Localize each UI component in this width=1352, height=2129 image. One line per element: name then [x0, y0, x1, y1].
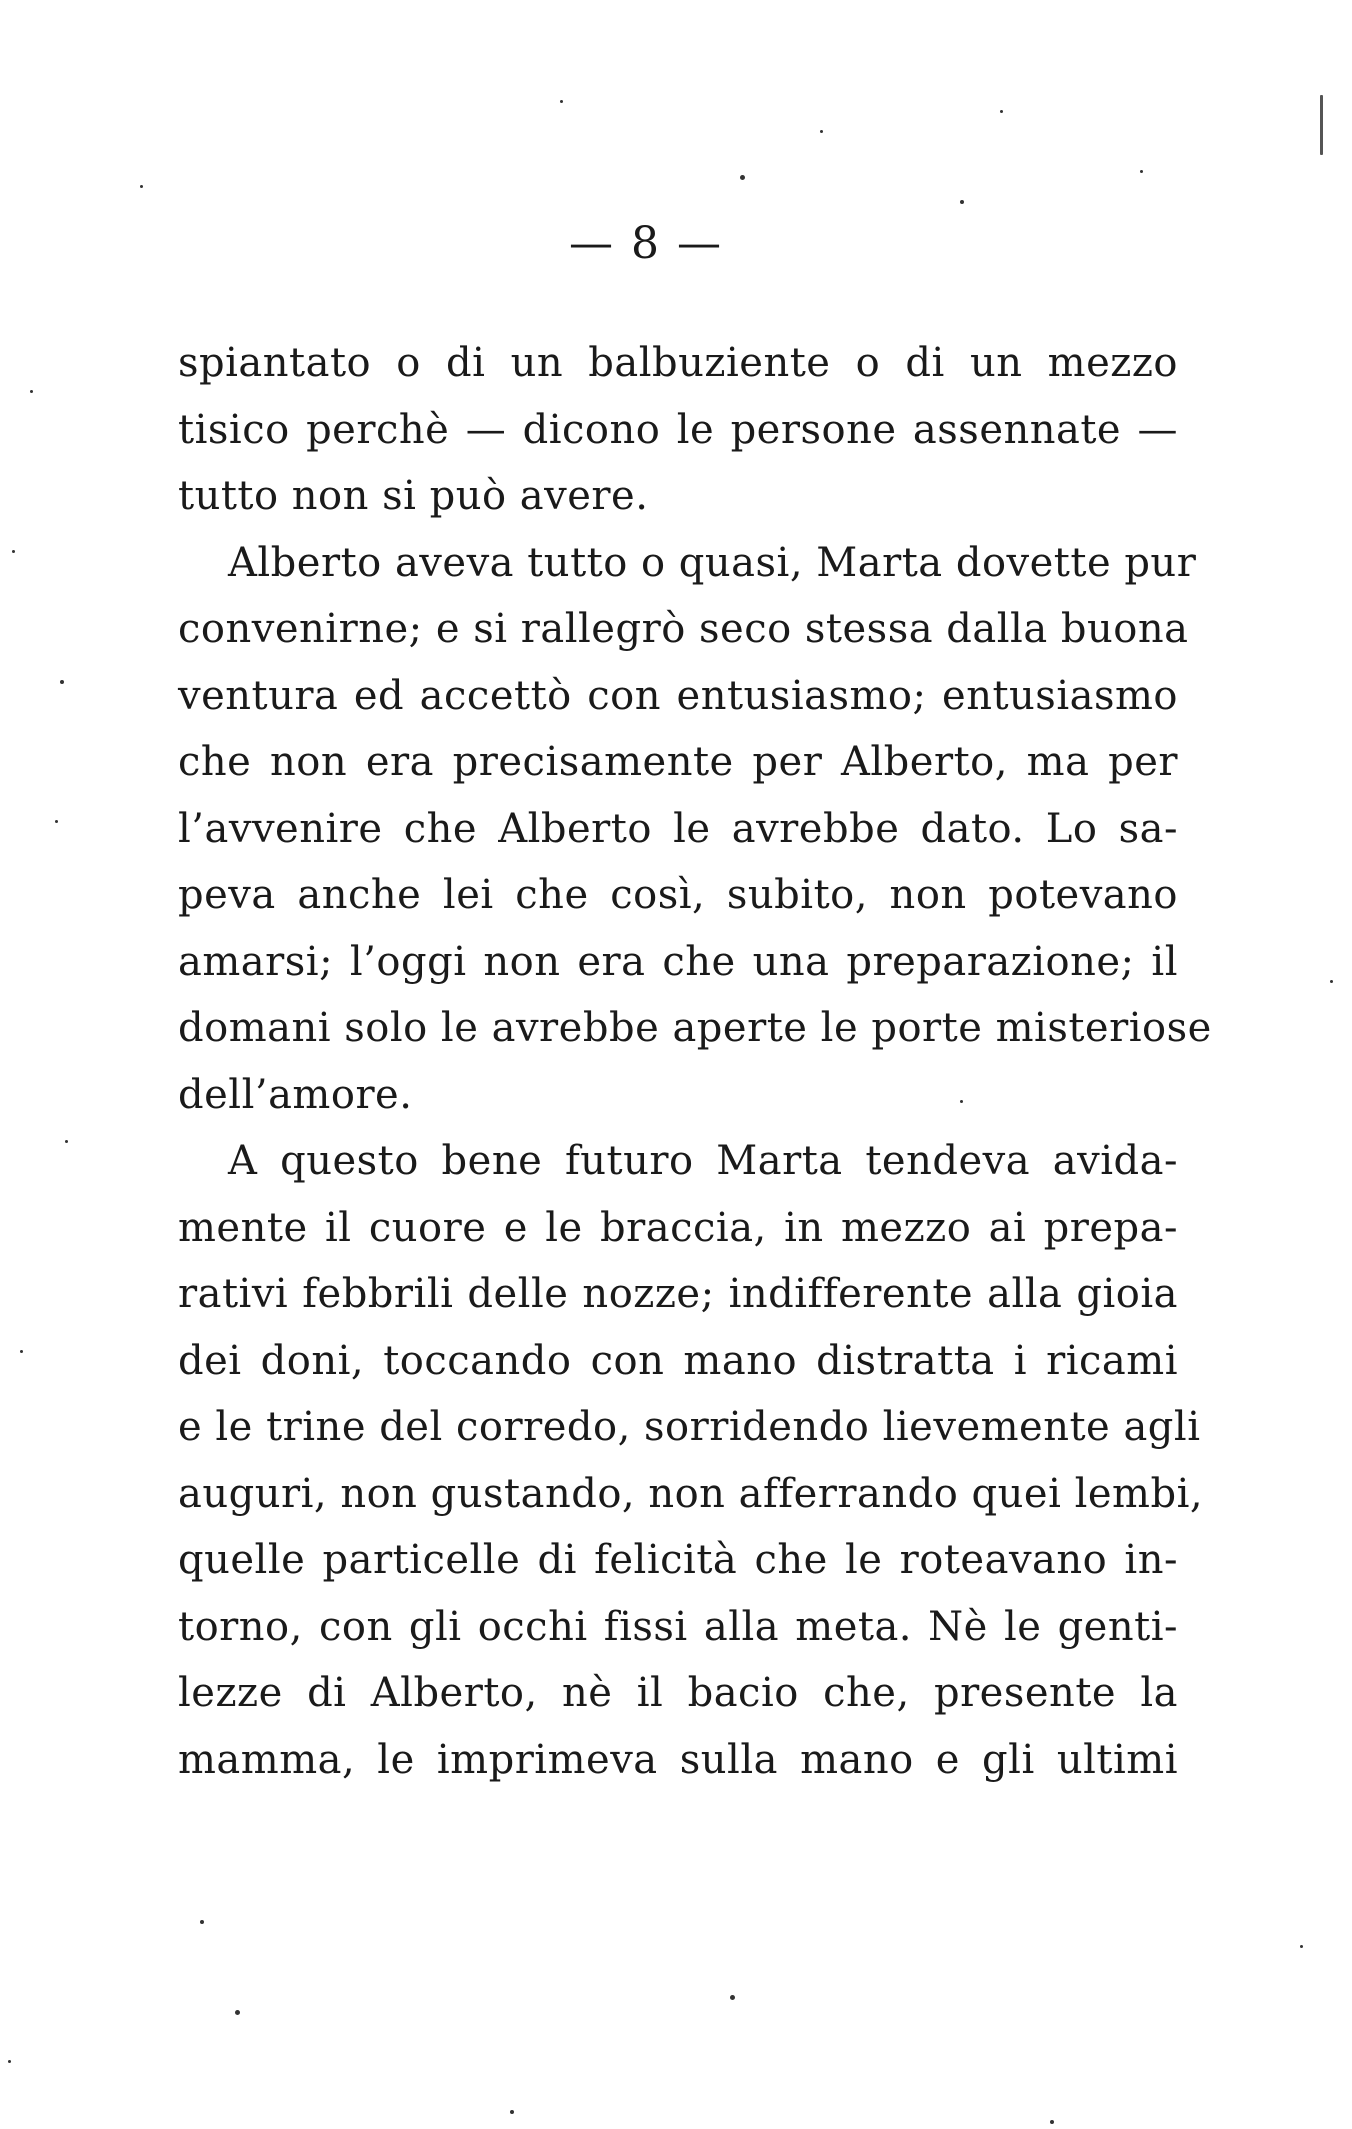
scan-speck — [820, 130, 823, 133]
text-line: rativi febbrili delle nozze; indifferente alla gioia — [178, 1271, 1178, 1317]
scan-speck — [1320, 95, 1323, 155]
scan-speck — [140, 185, 143, 188]
scan-speck — [30, 390, 33, 393]
text-line: amarsi; l’oggi non era che una preparazione; il — [178, 938, 1178, 985]
text-line: mamma, le imprimeva sulla mano e gli ultimi — [178, 1736, 1178, 1783]
scan-speck — [60, 680, 64, 684]
text-line: auguri, non gustando, non afferrando quei lembi, — [178, 1470, 1204, 1517]
text-line: lezze di Alberto, nè il bacio che, presente la — [178, 1670, 1178, 1716]
scan-speck — [1330, 980, 1333, 983]
scan-speck — [55, 820, 58, 823]
text-line: dei doni, toccando con mano distratta i ricami — [178, 1337, 1178, 1384]
text-line: domani solo le avrebbe aperte le porte misteriose — [178, 1005, 1212, 1051]
scan-speck — [1000, 110, 1003, 113]
text-line: Alberto aveva tutto o quasi, Marta dovette pur — [228, 539, 1197, 586]
scan-speck — [740, 175, 745, 180]
scan-speck — [20, 1350, 23, 1353]
text-line: tisico perchè — dicono le persone assennate — — [178, 406, 1178, 453]
text-line: convenirne; e si rallegrò seco stessa dalla buona — [178, 606, 1189, 652]
scan-speck — [960, 200, 964, 204]
scan-speck — [1140, 170, 1143, 173]
scan-speck — [510, 2110, 514, 2114]
text-line: tutto non si può avere. — [178, 473, 649, 519]
scan-speck — [1050, 2120, 1054, 2124]
text-line: mente il cuore e le braccia, in mezzo ai prepa- — [178, 1204, 1178, 1251]
body-text — [178, 330, 1212, 1793]
scan-speck — [65, 1140, 68, 1143]
text-line: spiantato o di un balbuziente o di un mezzo — [178, 340, 1178, 386]
scan-speck — [960, 1100, 963, 1103]
scan-speck — [8, 2060, 11, 2063]
text-line: e le trine del corredo, sorridendo lievemente agli — [178, 1404, 1201, 1450]
scan-speck — [1300, 1945, 1303, 1948]
text-line: torno, con gli occhi fissi alla meta. Nè le genti- — [178, 1603, 1178, 1650]
scan-speck — [200, 1920, 204, 1924]
text-line: ventura ed accettò con entusiasmo; entusiasmo — [178, 672, 1178, 719]
scan-speck — [12, 550, 15, 553]
scan-speck — [235, 2010, 240, 2015]
text-line: l’avvenire che Alberto le avrebbe dato. Lo sa- — [178, 805, 1178, 852]
scan-speck — [730, 1995, 735, 2000]
text-line: quelle particelle di felicità che le roteavano in- — [178, 1537, 1178, 1583]
text-line: dell’amore. — [178, 1071, 413, 1118]
text-line: peva anche lei che così, subito, non potevano — [178, 872, 1178, 918]
text-line: che non era precisamente per Alberto, ma per — [178, 739, 1178, 785]
text-line: A questo bene futuro Marta tendeva avida- — [228, 1138, 1178, 1184]
page-number: — 8 — — [569, 218, 723, 269]
scan-speck — [560, 100, 563, 103]
